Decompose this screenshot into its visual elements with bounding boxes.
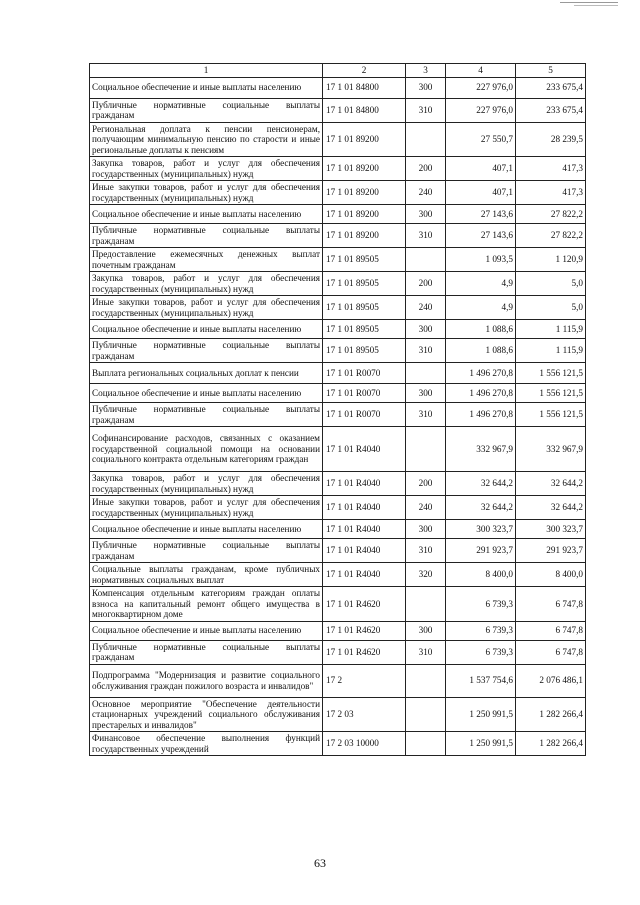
row-value-year1: 27 550,7 bbox=[446, 122, 516, 157]
row-value-year1: 8 400,0 bbox=[446, 563, 516, 587]
row-code: 17 1 01 R4040 bbox=[323, 472, 406, 496]
table-row bbox=[90, 427, 586, 472]
row-type: 200 bbox=[406, 157, 446, 181]
row-code: 17 1 01 84800 bbox=[323, 98, 406, 122]
row-type: 310 bbox=[406, 539, 446, 563]
header-rule bbox=[560, 2, 618, 3]
row-value-year1: 1 496 270,8 bbox=[446, 384, 516, 403]
row-value-year2: 1 556 121,5 bbox=[516, 363, 586, 384]
row-type: 300 bbox=[406, 520, 446, 539]
table-row bbox=[90, 296, 586, 320]
header-rule-short bbox=[574, 5, 618, 6]
row-value-year1: 6 739,3 bbox=[446, 640, 516, 664]
table-row bbox=[90, 640, 586, 664]
row-value-year2: 27 822,2 bbox=[516, 205, 586, 224]
row-code: 17 1 01 89505 bbox=[323, 248, 406, 272]
row-name: Выплата региональных социальных доплат к пенсии bbox=[90, 363, 323, 384]
row-value-year1: 407,1 bbox=[446, 157, 516, 181]
row-value-year2: 27 822,2 bbox=[516, 224, 586, 248]
table-row bbox=[90, 697, 586, 732]
table-row bbox=[90, 205, 586, 224]
row-name: Подпрограмма "Модернизация и развитие социального обслуживания граждан пожилого возраста и инвалидов" bbox=[90, 664, 323, 697]
row-name: Социальное обеспечение и иные выплаты населению bbox=[90, 520, 323, 539]
row-value-year1: 1 537 754,6 bbox=[446, 664, 516, 697]
row-value-year2: 332 967,9 bbox=[516, 427, 586, 472]
row-value-year2: 1 556 121,5 bbox=[516, 384, 586, 403]
row-value-year2: 1 120,9 bbox=[516, 248, 586, 272]
row-type: 240 bbox=[406, 296, 446, 320]
row-type: 200 bbox=[406, 472, 446, 496]
row-value-year2: 233 675,4 bbox=[516, 98, 586, 122]
row-code: 17 1 01 R4040 bbox=[323, 563, 406, 587]
row-type: 200 bbox=[406, 272, 446, 296]
row-name: Публичные нормативные социальные выплаты гражданам bbox=[90, 539, 323, 563]
row-name: Иные закупки товаров, работ и услуг для обеспечения государственных (муниципальных) нужд bbox=[90, 296, 323, 320]
row-value-year2: 1 115,9 bbox=[516, 339, 586, 363]
row-value-year1: 6 739,3 bbox=[446, 587, 516, 622]
row-value-year1: 4,9 bbox=[446, 272, 516, 296]
table-row bbox=[90, 472, 586, 496]
row-type: 310 bbox=[406, 339, 446, 363]
row-value-year2: 1 282 266,4 bbox=[516, 732, 586, 756]
row-value-year1: 32 644,2 bbox=[446, 496, 516, 520]
row-value-year1: 27 143,6 bbox=[446, 224, 516, 248]
row-name: Социальное обеспечение и иные выплаты населению bbox=[90, 621, 323, 640]
table-row bbox=[90, 621, 586, 640]
row-value-year2: 1 115,9 bbox=[516, 320, 586, 339]
row-name: Компенсация отдельным категориям граждан оплаты взноса на капитальный ремонт общего имущества в многоквартирном доме bbox=[90, 587, 323, 622]
row-value-year1: 227 976,0 bbox=[446, 77, 516, 98]
table-row bbox=[90, 496, 586, 520]
row-code: 17 1 01 R0070 bbox=[323, 403, 406, 427]
row-name: Региональная доплата к пенсии пенсионерам, получающим минимальную пенсию по старости и иные региональные доплаты к пенсиям bbox=[90, 122, 323, 157]
row-value-year2: 291 923,7 bbox=[516, 539, 586, 563]
row-value-year2: 233 675,4 bbox=[516, 77, 586, 98]
row-code: 17 1 01 R0070 bbox=[323, 384, 406, 403]
row-type bbox=[406, 248, 446, 272]
row-value-year1: 1 093,5 bbox=[446, 248, 516, 272]
table-row bbox=[90, 157, 586, 181]
table-row bbox=[90, 563, 586, 587]
row-code: 17 1 01 R4040 bbox=[323, 520, 406, 539]
row-code: 17 1 01 89505 bbox=[323, 320, 406, 339]
row-name: Социальные выплаты гражданам, кроме публичных нормативных социальных выплат bbox=[90, 563, 323, 587]
column-header: 4 bbox=[446, 64, 516, 78]
row-type: 320 bbox=[406, 563, 446, 587]
column-header: 5 bbox=[516, 64, 586, 78]
table-row bbox=[90, 339, 586, 363]
row-value-year2: 417,3 bbox=[516, 157, 586, 181]
row-code: 17 1 01 84800 bbox=[323, 77, 406, 98]
row-name: Социальное обеспечение и иные выплаты населению bbox=[90, 77, 323, 98]
row-value-year2: 8 400,0 bbox=[516, 563, 586, 587]
row-type: 240 bbox=[406, 181, 446, 205]
row-value-year1: 1 088,6 bbox=[446, 339, 516, 363]
row-type bbox=[406, 732, 446, 756]
row-code: 17 1 01 89200 bbox=[323, 224, 406, 248]
row-type: 310 bbox=[406, 98, 446, 122]
row-name: Публичные нормативные социальные выплаты гражданам bbox=[90, 224, 323, 248]
row-code: 17 1 01 89200 bbox=[323, 122, 406, 157]
table-row bbox=[90, 77, 586, 98]
table-row bbox=[90, 122, 586, 157]
row-type bbox=[406, 697, 446, 732]
row-value-year1: 227 976,0 bbox=[446, 98, 516, 122]
row-code: 17 1 01 R4620 bbox=[323, 640, 406, 664]
table-row bbox=[90, 732, 586, 756]
row-code: 17 1 01 89505 bbox=[323, 339, 406, 363]
budget-table bbox=[89, 63, 586, 756]
row-value-year2: 28 239,5 bbox=[516, 122, 586, 157]
row-name: Социальное обеспечение и иные выплаты населению bbox=[90, 205, 323, 224]
table-row bbox=[90, 520, 586, 539]
row-name: Предоставление ежемесячных денежных выплат почетным гражданам bbox=[90, 248, 323, 272]
table-row bbox=[90, 363, 586, 384]
row-value-year2: 6 747,8 bbox=[516, 587, 586, 622]
row-value-year2: 5,0 bbox=[516, 272, 586, 296]
row-name: Социальное обеспечение и иные выплаты населению bbox=[90, 320, 323, 339]
table-row bbox=[90, 98, 586, 122]
row-value-year1: 6 739,3 bbox=[446, 621, 516, 640]
row-name: Закупка товаров, работ и услуг для обеспечения государственных (муниципальных) нужд bbox=[90, 472, 323, 496]
row-value-year1: 300 323,7 bbox=[446, 520, 516, 539]
table-row bbox=[90, 224, 586, 248]
row-name: Финансовое обеспечение выполнения функций государственных учреждений bbox=[90, 732, 323, 756]
row-value-year2: 32 644,2 bbox=[516, 472, 586, 496]
row-code: 17 1 01 R4620 bbox=[323, 621, 406, 640]
table-row bbox=[90, 384, 586, 403]
table-row bbox=[90, 403, 586, 427]
row-name: Иные закупки товаров, работ и услуг для обеспечения государственных (муниципальных) нужд bbox=[90, 181, 323, 205]
row-code: 17 1 01 89505 bbox=[323, 296, 406, 320]
row-code: 17 1 01 89505 bbox=[323, 272, 406, 296]
table-row bbox=[90, 664, 586, 697]
row-type: 300 bbox=[406, 621, 446, 640]
row-value-year2: 300 323,7 bbox=[516, 520, 586, 539]
table-row bbox=[90, 272, 586, 296]
row-code: 17 1 01 R4040 bbox=[323, 539, 406, 563]
row-type bbox=[406, 363, 446, 384]
row-name: Публичные нормативные социальные выплаты гражданам bbox=[90, 640, 323, 664]
page-number: 63 bbox=[314, 856, 326, 870]
row-code: 17 1 01 R4620 bbox=[323, 587, 406, 622]
row-value-year1: 1 250 991,5 bbox=[446, 732, 516, 756]
table-row bbox=[90, 539, 586, 563]
row-value-year1: 1 088,6 bbox=[446, 320, 516, 339]
row-type: 310 bbox=[406, 640, 446, 664]
row-value-year2: 6 747,8 bbox=[516, 621, 586, 640]
row-value-year2: 417,3 bbox=[516, 181, 586, 205]
row-code: 17 2 03 bbox=[323, 697, 406, 732]
column-header: 2 bbox=[323, 64, 406, 78]
row-name: Публичные нормативные социальные выплаты гражданам bbox=[90, 403, 323, 427]
row-value-year1: 332 967,9 bbox=[446, 427, 516, 472]
row-type: 300 bbox=[406, 205, 446, 224]
row-type bbox=[406, 427, 446, 472]
table-row bbox=[90, 248, 586, 272]
row-type: 300 bbox=[406, 77, 446, 98]
row-code: 17 1 01 89200 bbox=[323, 157, 406, 181]
row-value-year1: 1 250 991,5 bbox=[446, 697, 516, 732]
row-value-year1: 27 143,6 bbox=[446, 205, 516, 224]
row-type bbox=[406, 587, 446, 622]
row-type: 300 bbox=[406, 384, 446, 403]
row-code: 17 2 03 10000 bbox=[323, 732, 406, 756]
row-code: 17 1 01 R4040 bbox=[323, 496, 406, 520]
row-value-year2: 1 282 266,4 bbox=[516, 697, 586, 732]
row-type bbox=[406, 122, 446, 157]
row-value-year1: 291 923,7 bbox=[446, 539, 516, 563]
row-code: 17 1 01 R0070 bbox=[323, 363, 406, 384]
row-code: 17 1 01 89200 bbox=[323, 181, 406, 205]
row-value-year1: 1 496 270,8 bbox=[446, 363, 516, 384]
row-name: Социальное обеспечение и иные выплаты населению bbox=[90, 384, 323, 403]
row-code: 17 1 01 89200 bbox=[323, 205, 406, 224]
table-row bbox=[90, 587, 586, 622]
row-name: Софинансирование расходов, связанных с оказанием государственной социальной помощи на основании социального контракта отдельным категориям граждан bbox=[90, 427, 323, 472]
row-type: 310 bbox=[406, 403, 446, 427]
row-value-year1: 1 496 270,8 bbox=[446, 403, 516, 427]
row-type: 240 bbox=[406, 496, 446, 520]
row-value-year2: 2 076 486,1 bbox=[516, 664, 586, 697]
row-name: Публичные нормативные социальные выплаты гражданам bbox=[90, 339, 323, 363]
row-value-year1: 4,9 bbox=[446, 296, 516, 320]
table-row bbox=[90, 181, 586, 205]
row-value-year2: 5,0 bbox=[516, 296, 586, 320]
row-name: Основное мероприятие "Обеспечение деятельности стационарных учреждений социального обслуживания престарелых и инвалидов" bbox=[90, 697, 323, 732]
row-name: Закупка товаров, работ и услуг для обеспечения государственных (муниципальных) нужд bbox=[90, 157, 323, 181]
row-value-year1: 32 644,2 bbox=[446, 472, 516, 496]
row-value-year2: 32 644,2 bbox=[516, 496, 586, 520]
row-code: 17 1 01 R4040 bbox=[323, 427, 406, 472]
column-header: 1 bbox=[90, 64, 323, 78]
column-number-row bbox=[90, 64, 586, 78]
table-row bbox=[90, 320, 586, 339]
row-code: 17 2 bbox=[323, 664, 406, 697]
row-type: 310 bbox=[406, 224, 446, 248]
row-value-year2: 6 747,8 bbox=[516, 640, 586, 664]
row-type: 300 bbox=[406, 320, 446, 339]
column-header: 3 bbox=[406, 64, 446, 78]
row-value-year2: 1 556 121,5 bbox=[516, 403, 586, 427]
row-name: Иные закупки товаров, работ и услуг для обеспечения государственных (муниципальных) нужд bbox=[90, 496, 323, 520]
budget-table-body bbox=[90, 64, 586, 756]
row-value-year1: 407,1 bbox=[446, 181, 516, 205]
row-name: Закупка товаров, работ и услуг для обеспечения государственных (муниципальных) нужд bbox=[90, 272, 323, 296]
row-type bbox=[406, 664, 446, 697]
row-name: Публичные нормативные социальные выплаты гражданам bbox=[90, 98, 323, 122]
